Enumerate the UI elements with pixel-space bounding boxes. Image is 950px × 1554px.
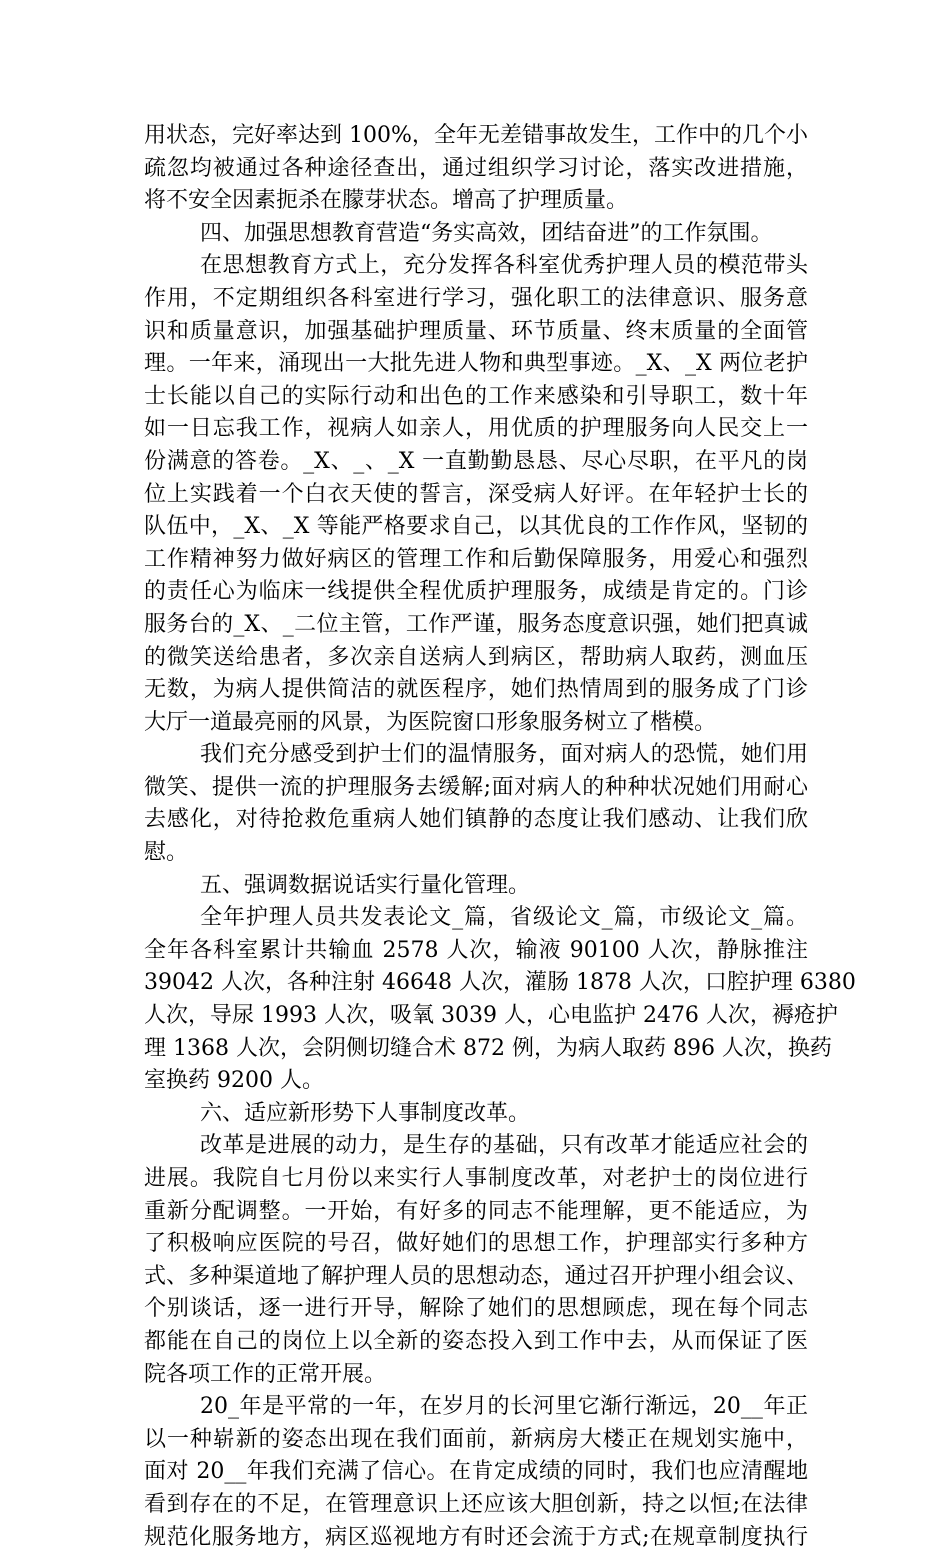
text-line: 我们充分感受到护士们的温情服务，面对病人的恐慌，她们用 (200, 742, 808, 768)
text-line: 如一日忘我工作，视病人如亲人，用优质的护理服务向人民交上一 (144, 416, 808, 442)
text-line: 都能在自己的岗位上以全新的姿态投入到工作中去，从而保证了医 (144, 1328, 808, 1354)
text-line: 理。一年来，涌现出一大批先进人物和典型事迹。_X、_X 两位老护 (144, 351, 808, 377)
text-line: 看到存在的不足，在管理意识上还应该大胆创新，持之以恒;在法律 (144, 1491, 808, 1517)
text-line: 识和质量意识，加强基础护理质量、环节质量、终末质量的全面管 (144, 318, 808, 344)
text-line: 进展。我院自七月份以来实行人事制度改革，对老护士的岗位进行 (144, 1166, 808, 1191)
heading-text: 四、加强思想教育营造“务实高效，团结奋进”的工作氛围。 (200, 220, 773, 246)
paragraph (144, 902, 856, 1098)
text-line: 队伍中，_X、_X 等能严格要求自己，以其优良的工作作风，坚韧的 (144, 514, 808, 540)
heading-text: 五、强调数据说话实行量化管理。 (200, 872, 531, 898)
text-line: 了积极响应医院的号召，做好她们的思想工作，护理部实行多种方 (144, 1231, 808, 1257)
section-heading (144, 218, 808, 251)
text-line: 20_年是平常的一年，在岁月的长河里它渐行渐远，20__年正 (200, 1394, 808, 1420)
text-line: 室换药 9200 人。 (144, 1068, 324, 1094)
paragraph (144, 250, 808, 739)
text-line: 院各项工作的正常开展。 (144, 1361, 387, 1387)
text-line: 式、多种渠道地了解护理人员的思想动态，通过召开护理小组会议、 (144, 1263, 808, 1289)
paragraph (144, 120, 808, 218)
text-line: 以一种崭新的姿态出现在我们面前，新病房大楼正在规划实施中， (144, 1426, 808, 1452)
text-line: 全年各科室累计共输血 2578 人次，输液 90100 人次，静脉推注 (144, 937, 808, 963)
text-line: 的责任心为临床一线提供全程优质护理服务，成绩是肯定的。门诊 (144, 579, 808, 605)
paragraph (144, 739, 808, 869)
text-line: 改革是进展的动力，是生存的基础，只有改革才能适应社会的 (200, 1133, 808, 1159)
text-line: 个别谈话，逐一进行开导，解除了她们的思想顾虑，现在每个同志 (144, 1296, 808, 1322)
text-line: 微笑、提供一流的护理服务去缓解;面对病人的种种状况她们用耐心 (144, 774, 808, 800)
paragraph (144, 1391, 808, 1554)
text-line: 规范化服务地方，病区巡视地方有时还会流于方式;在规章制度执行 (144, 1524, 808, 1550)
text-line: 全年护理人员共发表论文_篇，省级论文_篇，市级论文_篇。 (200, 905, 808, 931)
section-heading (144, 870, 808, 903)
text-line: 士长能以自己的实际行动和出色的工作来感染和引导职工，数十年 (144, 383, 808, 409)
text-line: 大厅一道最亮丽的风景，为医院窗口形象服务树立了楷模。 (144, 709, 717, 735)
text-line: 的微笑送给患者，多次亲自送病人到病区，帮助病人取药，测血压 (144, 644, 808, 670)
text-line: 疏忽均被通过各种途径查出，通过组织学习讨论，落实改进措施， (144, 155, 808, 181)
text-line: 去感化，对待抢救危重病人她们镇静的态度让我们感动、让我们欣 (144, 807, 808, 833)
text-line: 工作精神努力做好病区的管理工作和后勤保障服务，用爱心和强烈 (144, 546, 808, 572)
text-line: 作用，不定期组织各科室进行学习，强化职工的法律意识、服务意 (144, 285, 808, 311)
text-line: 面对 20__年我们充满了信心。在肯定成绩的同时，我们也应清醒地 (144, 1459, 808, 1485)
section-heading (144, 1098, 808, 1131)
document-page (144, 120, 856, 1554)
text-line: 重新分配调整。一开始，有好多的同志不能理解，更不能适应，为 (144, 1198, 808, 1224)
text-line: 位上实践着一个白衣天使的誓言，深受病人好评。在年轻护士长的 (144, 481, 808, 507)
text-line: 理 1368 人次，会阴侧切缝合术 872 例，为病人取药 896 人次，换药 (144, 1035, 832, 1061)
text-line: 在思想教育方式上，充分发挥各科室优秀护理人员的模范带头 (200, 253, 808, 279)
text-line: 服务台的_X、_二位主管，工作严谨，服务态度意识强，她们把真诚 (144, 611, 808, 637)
text-line: 无数，为病人提供简洁的就医程序，她们热情周到的服务成了门诊 (144, 677, 808, 703)
paragraph (144, 1130, 808, 1391)
heading-text: 六、适应新形势下人事制度改革。 (200, 1100, 531, 1126)
text-line: 用状态，完好率达到 100%，全年无差错事故发生，工作中的几个小 (144, 123, 808, 148)
text-line: 慰。 (144, 840, 189, 866)
text-line: 份满意的答卷。_X、_、_X 一直勤勤恳恳、尽心尽职，在平凡的岗 (144, 448, 808, 474)
text-line: 人次，导尿 1993 人次，吸氧 3039 人，心电监护 2476 人次，褥疮护 (144, 1003, 838, 1029)
text-line: 将不安全因素扼杀在朦芽状态。增高了护理质量。 (144, 188, 629, 214)
text-line: 39042 人次，各种注射 46648 人次，灌肠 1878 人次，口腔护理 6380 (144, 970, 856, 996)
